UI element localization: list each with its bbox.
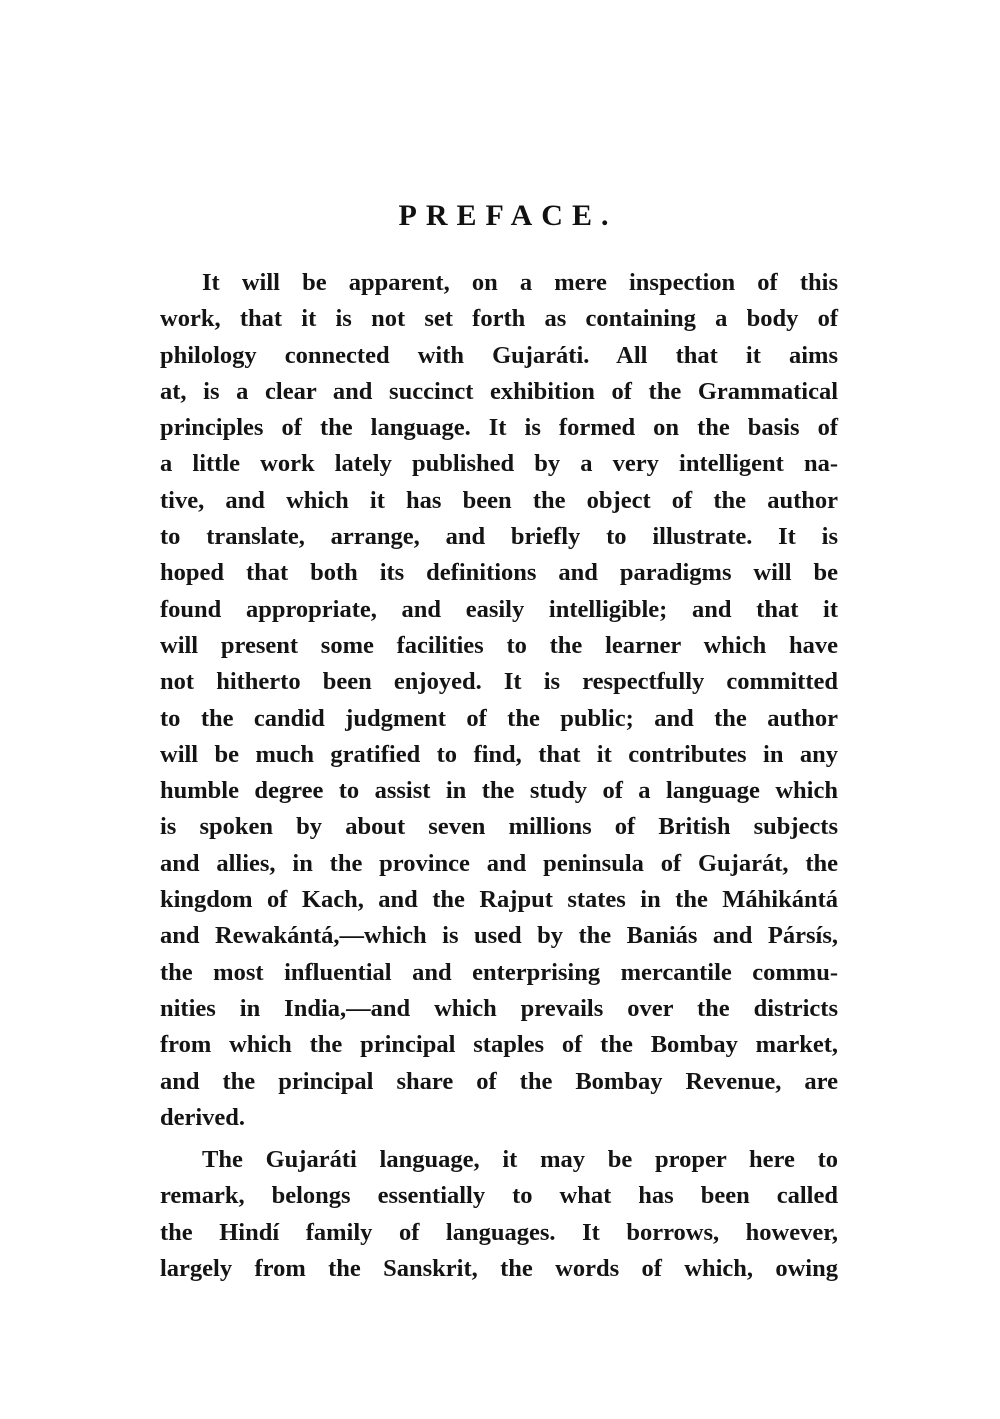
text-line: remark, belongs essentially to what has been called xyxy=(160,1182,838,1210)
text-line: found appropriate, and easily intelligible; and that it xyxy=(160,595,838,623)
text-line: largely from the Sanskrit, the words of which, owing xyxy=(160,1255,838,1283)
text-line: not hitherto been enjoyed. It is respectfully committed xyxy=(160,668,838,696)
text-line: from which the principal staples of the Bombay market, xyxy=(160,1031,838,1059)
text-line: and the principal share of the Bombay Revenue, are xyxy=(160,1067,838,1095)
text-line: derived. xyxy=(160,1103,246,1131)
text-line: tive, and which it has been the object of the author xyxy=(160,486,838,514)
text-line: the Hindí family of languages. It borrows, however, xyxy=(160,1218,838,1246)
text-line: humble degree to assist in the study of a language which xyxy=(160,777,838,805)
text-line: It will be apparent, on a mere inspection of this xyxy=(202,269,838,296)
paragraph-1 xyxy=(160,265,838,1136)
text-line: nities in India,—and which prevails over the districts xyxy=(160,994,838,1022)
text-line: will present some facilities to the learner which have xyxy=(160,631,838,659)
preface-body xyxy=(160,265,838,1287)
text-line: is spoken by about seven millions of British subjects xyxy=(160,813,838,841)
text-line: philology connected with Gujaráti. All that it aims xyxy=(160,341,838,369)
text-line: and Rewakántá,—which is used by the Baniás and Pársís, xyxy=(160,922,838,950)
text-line: principles of the language. It is formed on the basis of xyxy=(160,414,838,442)
text-line: will be much gratified to find, that it contributes in any xyxy=(160,740,838,768)
text-line: at, is a clear and succinct exhibition of the Grammatical xyxy=(160,377,838,405)
text-line: The Gujaráti language, it may be proper here to xyxy=(202,1146,838,1174)
text-line: kingdom of Kach, and the Rajput states in the Máhikántá xyxy=(160,886,838,914)
paragraph-2 xyxy=(160,1142,838,1287)
page-heading: PREFACE. xyxy=(398,199,618,232)
text-line: and allies, in the province and peninsula of Gujarát, the xyxy=(160,849,838,877)
text-line: a little work lately published by a very intelligent na- xyxy=(160,450,838,478)
text-line: to the candid judgment of the public; and the author xyxy=(160,704,838,732)
text-line: to translate, arrange, and briefly to illustrate. It is xyxy=(160,523,838,551)
text-line: work, that it is not set forth as containing a body of xyxy=(160,305,838,333)
text-line: hoped that both its definitions and paradigms will be xyxy=(160,559,838,587)
text-line: the most influential and enterprising mercantile commu- xyxy=(160,958,838,986)
